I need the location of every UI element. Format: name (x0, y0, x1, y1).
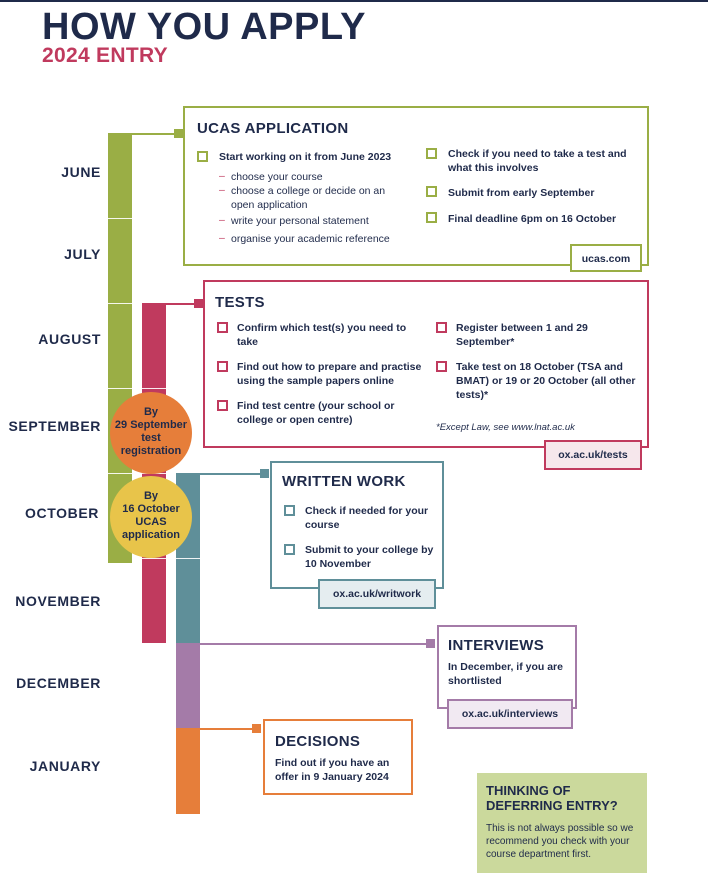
tests-connector (166, 303, 196, 305)
ucas-bar-tick (108, 218, 132, 219)
checkbox-icon[interactable] (426, 186, 437, 197)
interviews-box (437, 625, 577, 709)
circle-line: UCAS (135, 516, 167, 528)
checkbox-icon[interactable] (436, 322, 447, 333)
page-subtitle: 2024 ENTRY (42, 44, 168, 67)
written-connector-nub (260, 469, 269, 478)
interviews-connector-nub (426, 639, 435, 648)
written-bar-tick (176, 558, 200, 559)
month-november: NOVEMBER (15, 593, 101, 609)
decisions-connector-nub (252, 724, 261, 733)
checkbox-icon[interactable] (284, 544, 295, 555)
checkbox-icon[interactable] (217, 322, 228, 333)
tests-box (203, 280, 649, 448)
interviews-box-title: INTERVIEWS (448, 637, 545, 654)
month-august: AUGUST (38, 331, 101, 347)
decisions-box (263, 719, 413, 795)
ucas-bar-tick (108, 473, 132, 474)
ucas-bar-tick (108, 303, 132, 304)
checkbox-icon[interactable] (426, 212, 437, 223)
tests-box-title: TESTS (215, 294, 265, 311)
dash-icon: – (219, 232, 225, 244)
deferring-text: This is not always possible so we recommend you check with your course department first. (486, 823, 634, 860)
checkbox-icon[interactable] (217, 400, 228, 411)
tests-link[interactable]: ox.ac.uk/tests (544, 440, 642, 470)
ucas-item-test-check: Check if you need to take a test and what this involves (448, 148, 627, 174)
ucas-item-start: Start working on it from June 2023 (219, 151, 392, 163)
tests-connector-nub (194, 299, 203, 308)
dash-icon: – (219, 184, 225, 196)
ucas-application-circle (110, 476, 192, 558)
tests-item-take: Take test on 18 October (TSA and BMAT) or 19 or 20 October (all other tests)* (456, 361, 636, 401)
tests-item-confirm: Confirm which test(s) you need to take (237, 322, 407, 348)
decisions-text: Find out if you have an offer in 9 January 2024 (275, 757, 390, 783)
ucas-link[interactable]: ucas.com (570, 244, 642, 272)
tests-item-register: Register between 1 and 29 September* (456, 322, 588, 348)
checkbox-icon[interactable] (436, 361, 447, 372)
tests-item-centre: Find test centre (your school or college or open centre) (237, 400, 395, 426)
checkbox-icon[interactable] (426, 148, 437, 159)
interviews-text: In December, if you are shortlisted (448, 661, 563, 687)
written-connector (200, 473, 262, 475)
ucas-application-box (183, 106, 649, 266)
dash-icon: – (219, 170, 225, 182)
interviews-link[interactable]: ox.ac.uk/interviews (447, 699, 573, 729)
decisions-timeline-bar (176, 728, 200, 814)
circle-date: 29 September (114, 419, 188, 431)
page-title: HOW YOU APPLY (42, 6, 366, 48)
ucas-sub-statement: write your personal statement (231, 215, 369, 227)
written-work-box (270, 461, 444, 589)
ucas-item-submit: Submit from early September (448, 187, 595, 199)
ucas-box-title: UCAS APPLICATION (197, 120, 349, 137)
month-july: JULY (64, 246, 101, 262)
circle-line: By (143, 406, 159, 418)
tests-footnote: *Except Law, see www.lnat.ac.uk (436, 422, 575, 433)
circle-date: 16 October (122, 503, 180, 515)
ucas-item-deadline: Final deadline 6pm on 16 October (448, 213, 617, 225)
month-september: SEPTEMBER (8, 418, 101, 434)
written-link[interactable]: ox.ac.uk/writwork (318, 579, 436, 609)
circle-line: test (141, 432, 161, 444)
ucas-bar-tick (108, 388, 132, 389)
interviews-connector (200, 643, 428, 645)
interviews-timeline-bar (176, 643, 200, 728)
circle-line: By (143, 490, 159, 502)
decisions-connector (200, 728, 254, 730)
top-rule (0, 0, 708, 2)
tests-bar-tick (142, 558, 166, 559)
checkbox-icon[interactable] (197, 151, 208, 162)
circle-line: registration (120, 445, 182, 457)
deferring-title: THINKING OF DEFERRING ENTRY? (486, 783, 618, 813)
ucas-connector (132, 133, 176, 135)
decisions-box-title: DECISIONS (275, 733, 361, 750)
ucas-connector-nub (174, 129, 183, 138)
month-october: OCTOBER (25, 505, 99, 521)
checkbox-icon[interactable] (217, 361, 228, 372)
month-june: JUNE (61, 164, 101, 180)
tests-registration-circle (110, 392, 192, 474)
written-item-submit: Submit to your college by 10 November (305, 544, 434, 570)
written-item-check: Check if needed for your course (305, 505, 429, 531)
dash-icon: – (219, 214, 225, 226)
ucas-sub-course: choose your course (231, 171, 323, 183)
circle-line: application (121, 529, 181, 541)
checkbox-icon[interactable] (284, 505, 295, 516)
ucas-sub-reference: organise your academic reference (231, 233, 390, 245)
month-december: DECEMBER (16, 675, 101, 691)
month-january: JANUARY (29, 758, 101, 774)
tests-bar-tick (142, 388, 166, 389)
tests-item-prepare: Find out how to prepare and practise using the sample papers online (237, 361, 422, 387)
written-box-title: WRITTEN WORK (282, 473, 406, 490)
ucas-sub-college: choose a college or decide on an open application (231, 185, 386, 211)
deferring-entry-box (477, 773, 647, 873)
